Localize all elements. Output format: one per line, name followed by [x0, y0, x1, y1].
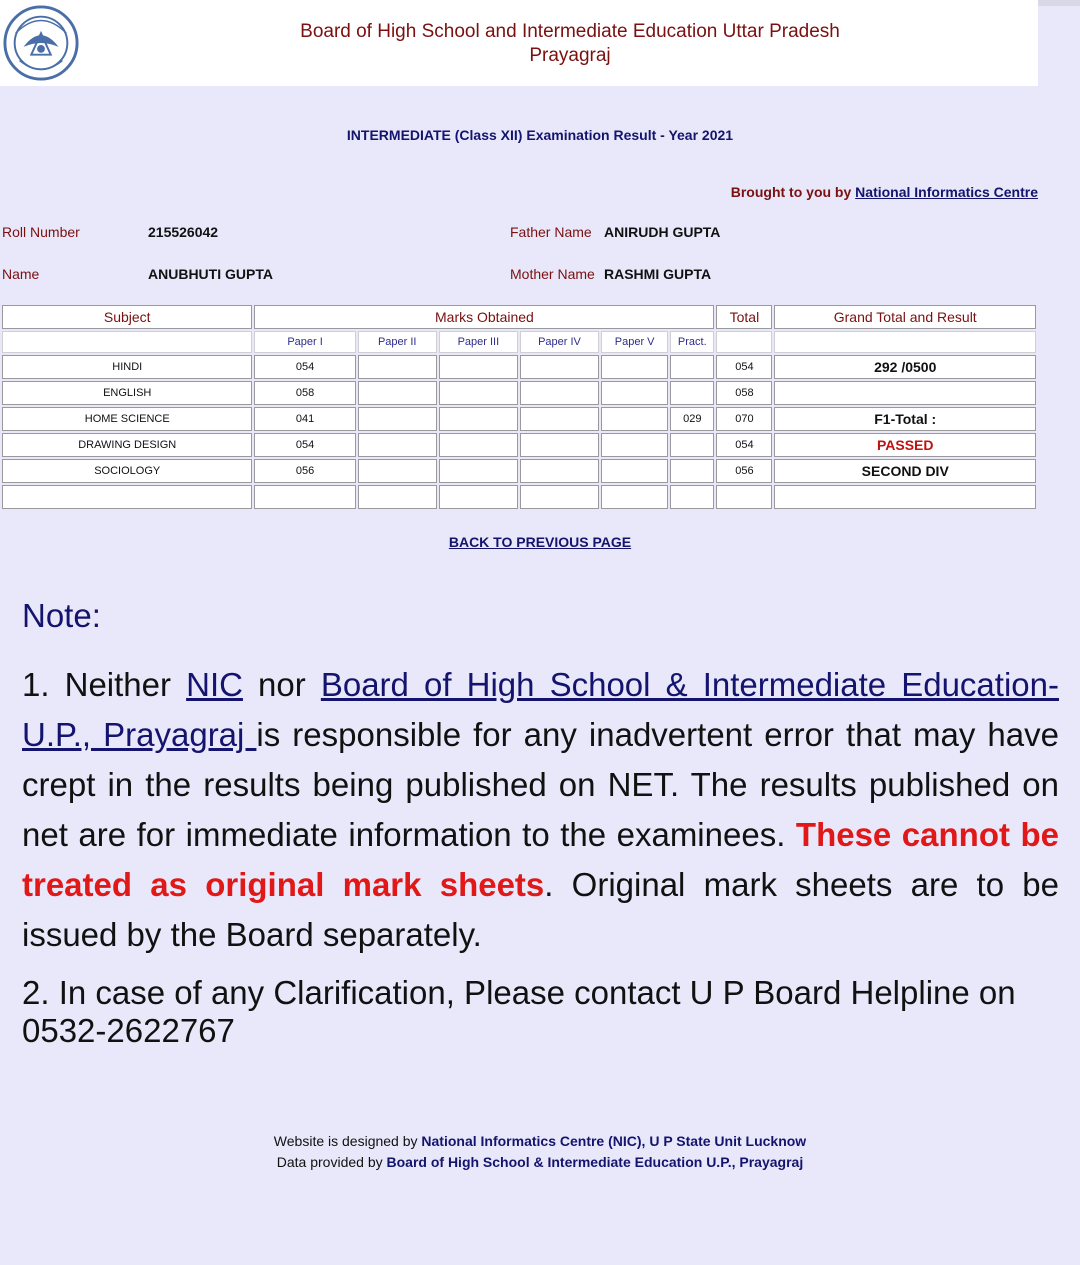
empty-cell — [439, 459, 518, 483]
empty-cell — [670, 485, 714, 509]
result-status: PASSED — [774, 433, 1036, 457]
exam-title: INTERMEDIATE (Class XII) Examination Result - Year 2021 — [346, 127, 734, 143]
brought-by-label: Brought to you by — [730, 184, 856, 200]
grand-total-value: 292 /0500 — [774, 355, 1036, 379]
note-text: . Original mark sheets are to be issued by the Board separately. — [22, 866, 1060, 953]
note-paragraph-2: 2. In case of any Clarification, Please contact U P Board Helpline on 0532-2622767 — [22, 974, 1016, 1049]
empty-cell — [358, 355, 437, 379]
footer-nic-name: National Informatics Centre (NIC), U P State Unit Lucknow — [421, 1133, 807, 1149]
table-row — [2, 459, 1036, 483]
paper-1-header: Paper I — [254, 331, 355, 353]
note-text: is responsible for any inadvertent error that may have crept in the results being published on NET. The results published on net are for immediate information to the examinees. — [22, 716, 1059, 853]
footer-data-label: Data provided by — [276, 1154, 387, 1170]
empty-cell — [358, 433, 437, 457]
back-link-row — [0, 534, 1080, 550]
note-title: Note: — [22, 597, 101, 634]
practical-cell — [670, 459, 714, 483]
table-row — [2, 355, 1036, 379]
empty-cell — [358, 485, 437, 509]
empty-cell — [601, 433, 668, 457]
table-row — [2, 407, 1036, 431]
subject-cell: ENGLISH — [2, 381, 252, 405]
result-table — [0, 303, 1038, 511]
empty-cell — [358, 381, 437, 405]
table-header-row — [2, 305, 1036, 329]
empty-cell — [2, 485, 252, 509]
roll-number-value: 215526042 — [148, 224, 219, 240]
empty-cell — [520, 355, 599, 379]
board-title-line2: Prayagraj — [529, 45, 611, 66]
note-text: nor — [242, 666, 321, 703]
total-cell: 054 — [716, 433, 772, 457]
division-value: SECOND DIV — [774, 459, 1036, 483]
note-warning: These cannot be treated as original mark sheets — [22, 816, 1060, 903]
empty-cell — [774, 485, 1036, 509]
footer — [0, 1131, 1080, 1173]
f1-total-label: F1-Total : — [774, 407, 1036, 431]
empty-cell — [520, 459, 599, 483]
empty-cell — [439, 355, 518, 379]
table-row — [2, 381, 1036, 405]
subject-cell: HINDI — [2, 355, 252, 379]
nic-link[interactable]: National Informatics Centre — [855, 184, 1038, 200]
roll-number-label: Roll Number — [2, 224, 80, 240]
paper-5-header: Paper V — [601, 331, 668, 353]
total-cell: 070 — [716, 407, 772, 431]
board-title — [102, 20, 1038, 68]
note-paragraph-1 — [22, 660, 1059, 960]
name-label: Name — [2, 266, 40, 282]
paper-3-header: Paper III — [439, 331, 518, 353]
father-name-value: ANIRUDH GUPTA — [604, 224, 721, 240]
empty-cell — [601, 459, 668, 483]
empty-cell — [520, 433, 599, 457]
note-text: 1. Neither — [22, 666, 187, 703]
subject-cell: DRAWING DESIGN — [2, 433, 252, 457]
empty-cell — [601, 485, 668, 509]
practical-cell: 029 — [670, 407, 714, 431]
marks-obtained-header: Marks Obtained — [254, 305, 714, 329]
empty-cell — [774, 331, 1036, 353]
paper-1-cell: 054 — [254, 433, 355, 457]
father-name-label: Father Name — [510, 224, 592, 240]
footer-line-2 — [0, 1152, 1080, 1173]
empty-cell — [439, 433, 518, 457]
empty-cell — [358, 459, 437, 483]
table-row-empty — [2, 485, 1036, 509]
paper-1-cell: 041 — [254, 407, 355, 431]
empty-cell — [601, 355, 668, 379]
header-edge — [1038, 0, 1080, 6]
back-to-previous-page-link[interactable]: BACK TO PREVIOUS PAGE — [448, 534, 632, 550]
paper-1-cell: 056 — [254, 459, 355, 483]
total-header: Total — [716, 305, 772, 329]
brought-by — [731, 184, 1038, 200]
practical-cell — [670, 355, 714, 379]
grand-total-cell — [774, 381, 1036, 405]
subject-cell: HOME SCIENCE — [2, 407, 252, 431]
empty-cell — [358, 407, 437, 431]
empty-cell — [716, 485, 772, 509]
empty-cell — [520, 381, 599, 405]
empty-cell — [601, 407, 668, 431]
table-row — [2, 433, 1036, 457]
empty-cell — [716, 331, 772, 353]
mother-name-value: RASHMI GUPTA — [604, 266, 712, 282]
subject-header: Subject — [2, 305, 252, 329]
board-note-link[interactable]: Board of High School & Intermediate Education- U.P., Prayagraj — [22, 666, 1059, 753]
empty-cell — [601, 381, 668, 405]
name-value: ANUBHUTI GUPTA — [148, 266, 273, 282]
up-board-emblem-icon — [2, 4, 80, 82]
empty-cell — [2, 331, 252, 353]
paper-2-header: Paper II — [358, 331, 437, 353]
empty-cell — [520, 407, 599, 431]
total-cell: 054 — [716, 355, 772, 379]
board-title-line1: Board of High School and Intermediate Education Uttar Pradesh — [300, 21, 840, 42]
footer-designed-label: Website is designed by — [273, 1133, 422, 1149]
empty-cell — [439, 485, 518, 509]
paper-1-cell: 058 — [254, 381, 355, 405]
grand-total-header: Grand Total and Result — [774, 305, 1036, 329]
paper-1-cell: 054 — [254, 355, 355, 379]
empty-cell — [439, 381, 518, 405]
total-cell: 058 — [716, 381, 772, 405]
empty-cell — [254, 485, 355, 509]
empty-cell — [520, 485, 599, 509]
practical-cell — [670, 433, 714, 457]
empty-cell — [439, 407, 518, 431]
footer-board-name: Board of High School & Intermediate Education U.P., Prayagraj — [386, 1154, 804, 1170]
nic-note-link[interactable]: NIC — [186, 666, 243, 703]
practical-cell — [670, 381, 714, 405]
mother-name-label: Mother Name — [510, 266, 595, 282]
paper-header-row — [2, 331, 1036, 353]
total-cell: 056 — [716, 459, 772, 483]
practical-header: Pract. — [670, 331, 714, 353]
subject-cell: SOCIOLOGY — [2, 459, 252, 483]
header-bar — [0, 0, 1038, 86]
paper-4-header: Paper IV — [520, 331, 599, 353]
footer-line-1 — [0, 1131, 1080, 1152]
